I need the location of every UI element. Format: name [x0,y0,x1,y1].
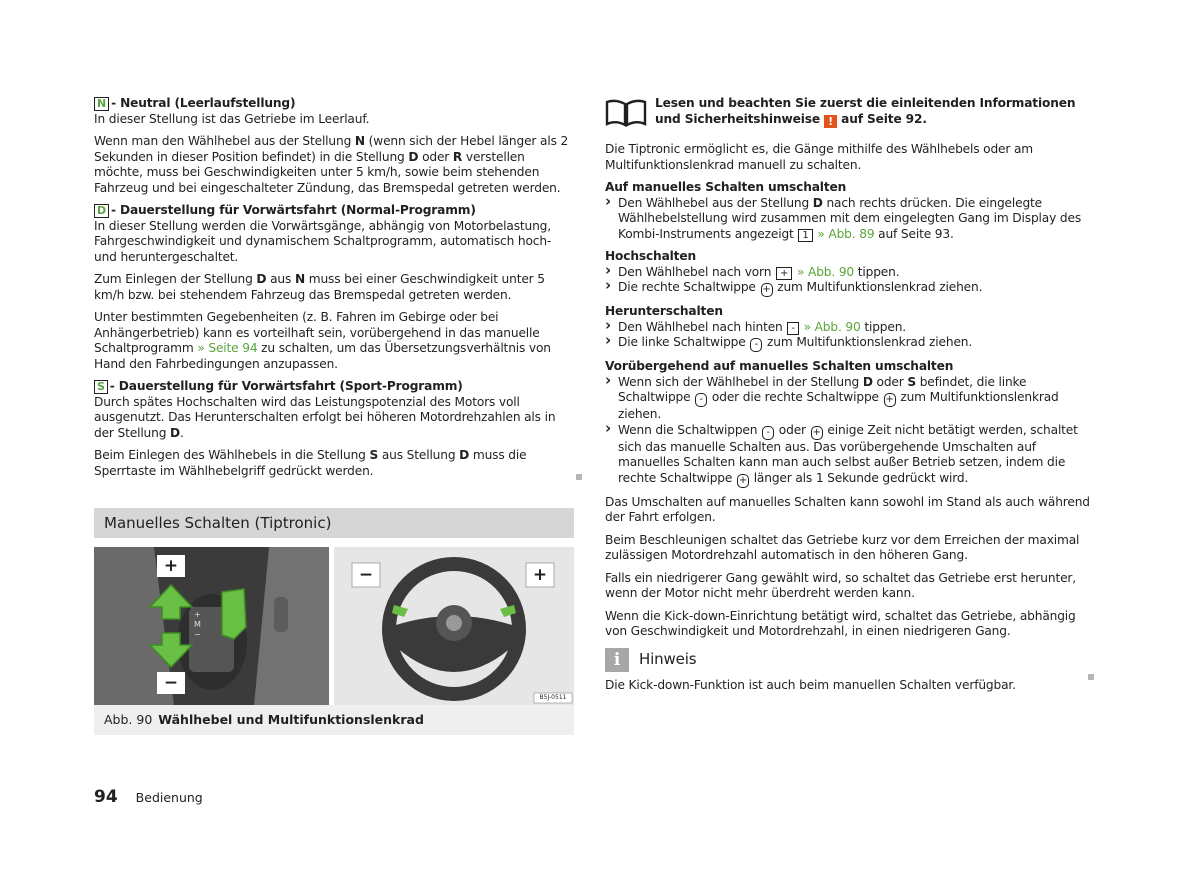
figure-90 [94,547,574,705]
link-abb-90-2[interactable]: » Abb. 90 [803,319,861,334]
key-d: D [94,204,109,218]
neutral-block [94,96,574,127]
key-s: S [94,380,108,394]
bullet-temporary-1: › Wenn sich der Wählhebel in der Stellung D oder S befindet, die linke Schaltwippe - oder die rechte Schaltwippe + zum Multifunktionslenkrad ziehen. [605,375,1090,423]
sport-paragraph: Beim Einlegen des Wählhebels in die Stellung S aus Stellung D muss die Sperrtaste im Wählhebelgriff gedrückt werden. [94,448,527,478]
info-icon: i [605,648,629,672]
gear-knob-highlight [222,589,246,639]
bullet-temporary-2: › Wenn die Schaltwippen - oder + einige Zeit nicht betätigt werden, schaltet sich das manuelle Schalten aus. Das vorübergehende Umschalten auf manuelles Schalten kann man auch selbst außer Betrieb setzen, indem die rechte Schaltwippe + länger als 1 Sekunde gedrückt wird. [605,423,1090,488]
note-heading [605,648,1090,672]
plus-paddle-icon: + [812,426,821,438]
svg-text:M: M [194,620,201,629]
note-title: Hinweis [639,649,697,668]
tiptronic-paragraph: Die Tiptronic ermöglicht es, die Gänge mithilfe des Wählhebels oder am Multifunktionslenkrad manuell zu schalten. [605,142,1034,172]
bullet-switch-manual: › Den Wählhebel aus der Stellung D nach rechts drücken. Die eingelegte Wählhebelstellung wird zusammen mit dem eingelegten Gang im Display des Kombi-Instruments angezeigt 1 » Abb. 89 auf Seite 93. [605,196,1090,243]
minus-paddle-icon: - [762,426,774,440]
book-icon [605,98,647,128]
plus-paddle-icon: + [885,394,894,405]
link-abb-90[interactable]: » Abb. 90 [796,264,855,279]
note-text: Die Kick-down-Funktion ist auch beim manuellen Schalten verfügbar. [605,677,1016,692]
chapter-name: Bedienung [135,790,203,805]
minus-paddle-icon: - [750,338,762,352]
minus-label-wheel: − [358,565,374,585]
paragraph-acceleration: Beim Beschleunigen schaltet das Getriebe kurz vor dem Erreichen der maximal zulässigen Motordrehzahl automatisch in den höheren Gang. [605,532,1080,562]
right-column [605,96,1090,693]
drive-paragraph-2: Unter bestimmten Gegebenheiten (z. B. Fahren im Gebirge oder bei Anhängerbetrieb) kann es vorteilhaft sein, vorübergehend in das manuelle Schaltprogramm » Seite 94 zu schalten, um das Übersetzungsverhältnis von Hand den Fahrbedingungen anzupassen. [94,310,551,371]
plus-label-lever: + [163,556,179,576]
page-link[interactable]: » Seite 94 [197,341,258,355]
plus-label-wheel: + [532,565,548,585]
warning-icon: ! [824,115,837,128]
note-end-marker [1088,674,1094,680]
plus-key: + [776,267,792,280]
key-1: 1 [798,229,812,242]
neutral-text: In dieser Stellung ist das Getriebe im Leerlauf. [94,111,370,126]
left-column [94,96,574,486]
paragraph-lower-gear: Falls ein niedrigerer Gang gewählt wird, so schaltet das Getriebe erst herunter, wenn der Motor nicht mehr überdreht werden kann. [605,570,1076,600]
paragraph-standstill: Das Umschalten auf manuelles Schalten kann sowohl im Stand als auch während der Fahrt erfolgen. [605,494,1090,524]
caption-number: Abb. 90 [104,712,153,727]
minus-paddle-icon: - [695,393,707,407]
figure-code: B5J-0511 [539,694,567,701]
heading-upshift: Hochschalten [605,249,696,263]
svg-text:−: − [194,630,201,639]
sport-block [94,379,574,441]
drive-title: - Dauerstellung für Vorwärtsfahrt (Normal-Programm) [110,203,476,217]
caption-text: Wählhebel und Multifunktionslenkrad [158,712,424,727]
bullet-upshift-paddle: › Die rechte Schaltwippe + zum Multifunktionslenkrad ziehen. [605,280,1090,297]
drive-text: In dieser Stellung werden die Vorwärtsgänge, abhängig von Motorbelastung, Fahrgeschwindigkeit und dynamischem Schaltprogramm, automatisch hoch- und heruntergeschaltet. [94,218,552,264]
bullet-upshift-lever: › Den Wählhebel nach vorn + » Abb. 90 tippen. [605,265,1090,281]
heading-switch-manual: Auf manuelles Schalten umschalten [605,180,847,194]
link-abb-89[interactable]: » Abb. 89 [817,226,875,241]
sport-title: - Dauerstellung für Vorwärtsfahrt (Sport-Programm) [109,379,463,393]
drive-paragraph: Zum Einlegen der Stellung D aus N muss bei einer Geschwindigkeit unter 5 km/h bzw. bei stehendem Fahrzeug das Bremspedal getreten werden. [94,272,545,302]
neutral-title: - Neutral (Leerlaufstellung) [111,96,296,110]
page-number: 94 [94,787,118,807]
drive-block [94,203,574,265]
plus-paddle-icon: + [762,284,771,295]
intro-block [605,96,1090,128]
section-heading: Manuelles Schalten (Tiptronic) [94,508,574,538]
plus-paddle-icon: + [738,474,748,486]
minus-key: - [787,322,798,335]
heading-downshift: Herunterschalten [605,304,723,318]
neutral-paragraph: Wenn man den Wählhebel aus der Stellung N (wenn sich der Hebel länger als 2 Sekunden in dieser Position befindet) in die Stellung D oder R verstellen möchte, muss bei Geschwindigkeiten unter 5 km/h, sowie beim stehenden Fahrzeug und bei eingeschalteter Zündung, das Bremspedal getreten werden. [94,134,569,195]
bullet-downshift-paddle: › Die linke Schaltwippe - zum Multifunktionslenkrad ziehen. [605,335,1090,352]
intro-text: Lesen und beachten Sie zuerst die einleitenden Informationen und Sicherheitshinweise ! auf Seite 92. [655,96,1076,128]
minus-label-lever: − [163,673,179,693]
section-end-marker [576,474,582,480]
figure-caption [94,705,574,735]
bullet-downshift-lever: › Den Wählhebel nach hinten - » Abb. 90 tippen. [605,320,1090,336]
key-n: N [94,97,109,111]
page-footer [94,787,203,807]
sport-text: Durch spätes Hochschalten wird das Leistungspotenzial des Motors voll ausgenutzt. Das Herunterschalten erfolgt bei höheren Motordrehzahlen als in der Stellung D. [94,394,556,440]
svg-text:+: + [194,610,201,619]
paragraph-kickdown: Wenn die Kick-down-Einrichtung betätigt wird, schaltet das Getriebe, abhängig von Geschwindigkeit und Motordrehzahl, in einen niedrigeren Gang. [605,608,1076,638]
heading-temporary-manual: Vorübergehend auf manuelles Schalten umschalten [605,359,954,373]
